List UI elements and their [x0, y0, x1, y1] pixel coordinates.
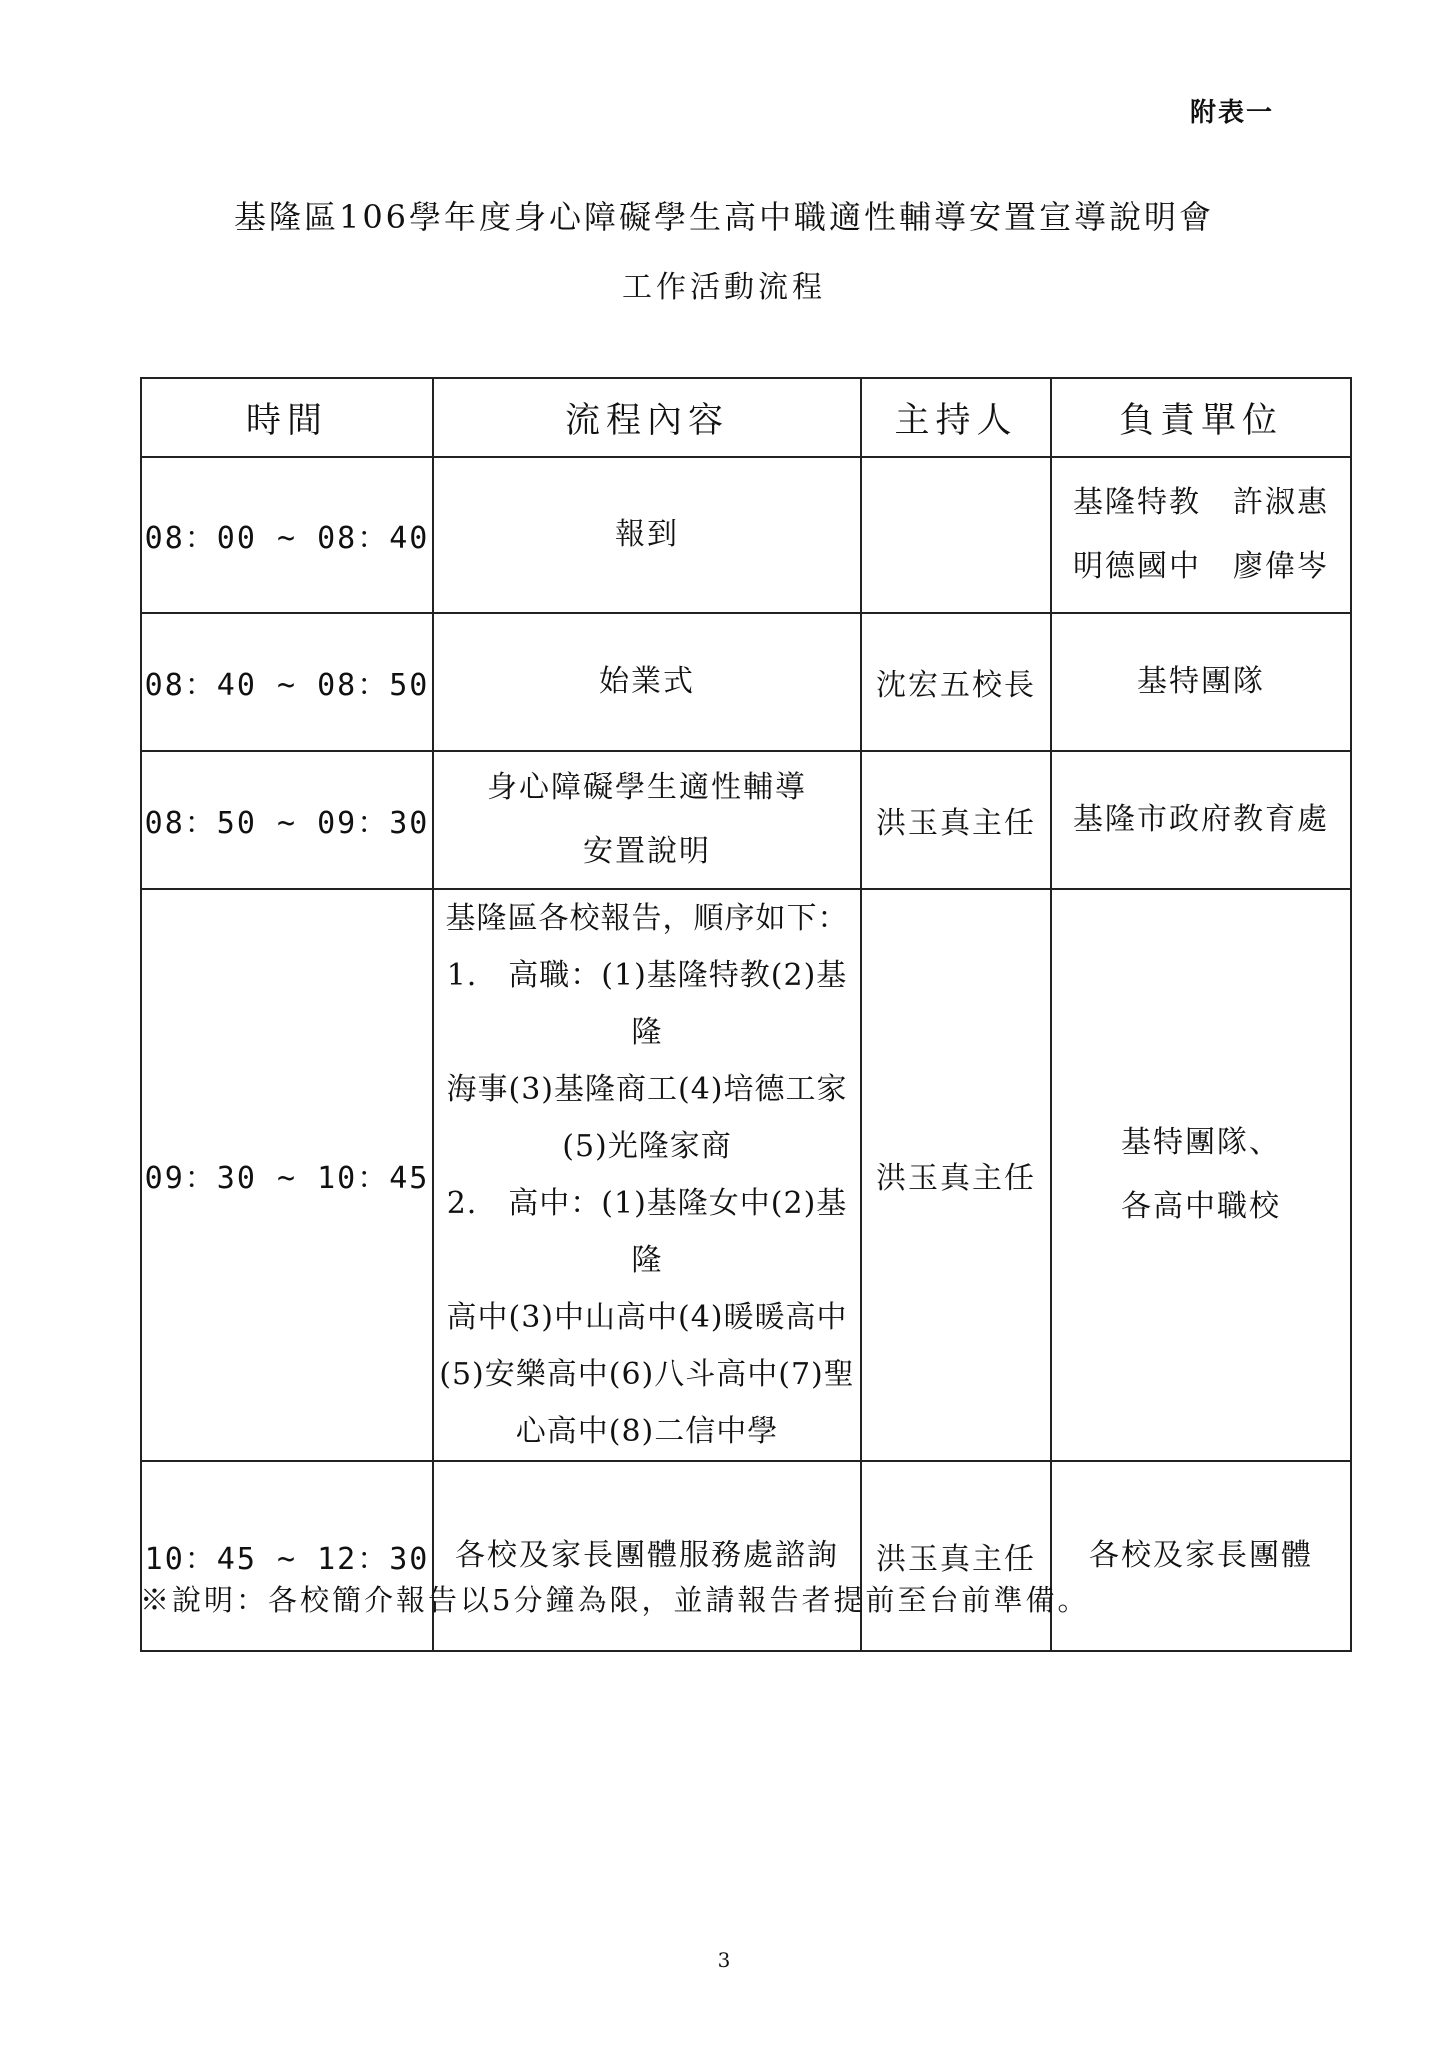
header-unit: 負責單位	[1051, 378, 1351, 457]
annex-label: 附表一	[1190, 98, 1275, 128]
row-time: 09：30 ~ 10：45	[141, 889, 433, 1461]
content-line: 高中(3)中山高中(4)暖暖高中	[446, 1300, 848, 1335]
row-time: 08：00 ~ 08：40	[141, 457, 433, 613]
row-host: 洪玉真主任	[861, 751, 1051, 889]
unit-line: 基隆特教 許淑惠	[1073, 485, 1329, 520]
content-line: 報到	[615, 517, 679, 552]
row-host	[861, 457, 1051, 613]
row-unit	[1051, 457, 1351, 613]
row-unit	[1051, 751, 1351, 889]
row-host: 洪玉真主任	[861, 1461, 1051, 1651]
header-host: 主持人	[861, 378, 1051, 457]
row-content	[433, 1461, 861, 1651]
row-content	[433, 613, 861, 751]
table-row	[141, 1461, 1351, 1651]
content-line: 1. 高職：(1)基隆特教(2)基隆	[446, 958, 848, 1050]
content-line: (5)安樂高中(6)八斗高中(7)聖	[439, 1357, 855, 1392]
row-time: 08：50 ~ 09：30	[141, 751, 433, 889]
table-row	[141, 751, 1351, 889]
row-time: 08：40 ~ 08：50	[141, 613, 433, 751]
table-header-row	[141, 378, 1351, 457]
content-line: 始業式	[599, 664, 695, 699]
content-line: (5)光隆家商	[562, 1129, 732, 1164]
row-unit	[1051, 889, 1351, 1461]
table-row	[141, 613, 1351, 751]
unit-line: 基隆市政府教育處	[1073, 802, 1329, 837]
header-time: 時間	[141, 378, 433, 457]
unit-line: 明德國中 廖偉岑	[1073, 549, 1329, 584]
row-content	[433, 751, 861, 889]
content-line: 海事(3)基隆商工(4)培德工家	[446, 1072, 848, 1107]
footnote: ※說明：各校簡介報告以5分鐘為限，並請報告者提前至台前準備。	[140, 1583, 1090, 1617]
unit-line: 基特團隊、	[1121, 1125, 1281, 1160]
content-line: 安置說明	[583, 834, 711, 869]
page-number: 3	[717, 1948, 731, 1972]
row-unit	[1051, 613, 1351, 751]
table-row	[141, 457, 1351, 613]
row-host: 沈宏五校長	[861, 613, 1051, 751]
schedule-table	[140, 377, 1352, 1652]
header-content: 流程內容	[433, 378, 861, 457]
unit-line: 各高中職校	[1121, 1189, 1281, 1224]
content-line: 2. 高中：(1)基隆女中(2)基隆	[446, 1186, 848, 1278]
row-content	[433, 457, 861, 613]
row-content	[433, 889, 861, 1461]
unit-line: 基特團隊	[1137, 664, 1265, 699]
document-title: 基隆區106學年度身心障礙學生高中職適性輔導安置宣導說明會	[233, 198, 1215, 236]
row-host: 洪玉真主任	[861, 889, 1051, 1461]
content-line: 身心障礙學生適性輔導	[487, 770, 807, 805]
row-unit	[1051, 1461, 1351, 1651]
content-line: 各校及家長團體服務處諮詢	[455, 1538, 839, 1573]
table-row	[141, 889, 1351, 1461]
content-line: 心高中(8)二信中學	[515, 1414, 779, 1449]
content-line: 基隆區各校報告，順序如下：	[445, 901, 849, 936]
unit-line: 各校及家長團體	[1089, 1538, 1313, 1573]
row-time: 10：45 ~ 12：30	[141, 1461, 433, 1651]
document-subtitle: 工作活動流程	[622, 270, 826, 305]
